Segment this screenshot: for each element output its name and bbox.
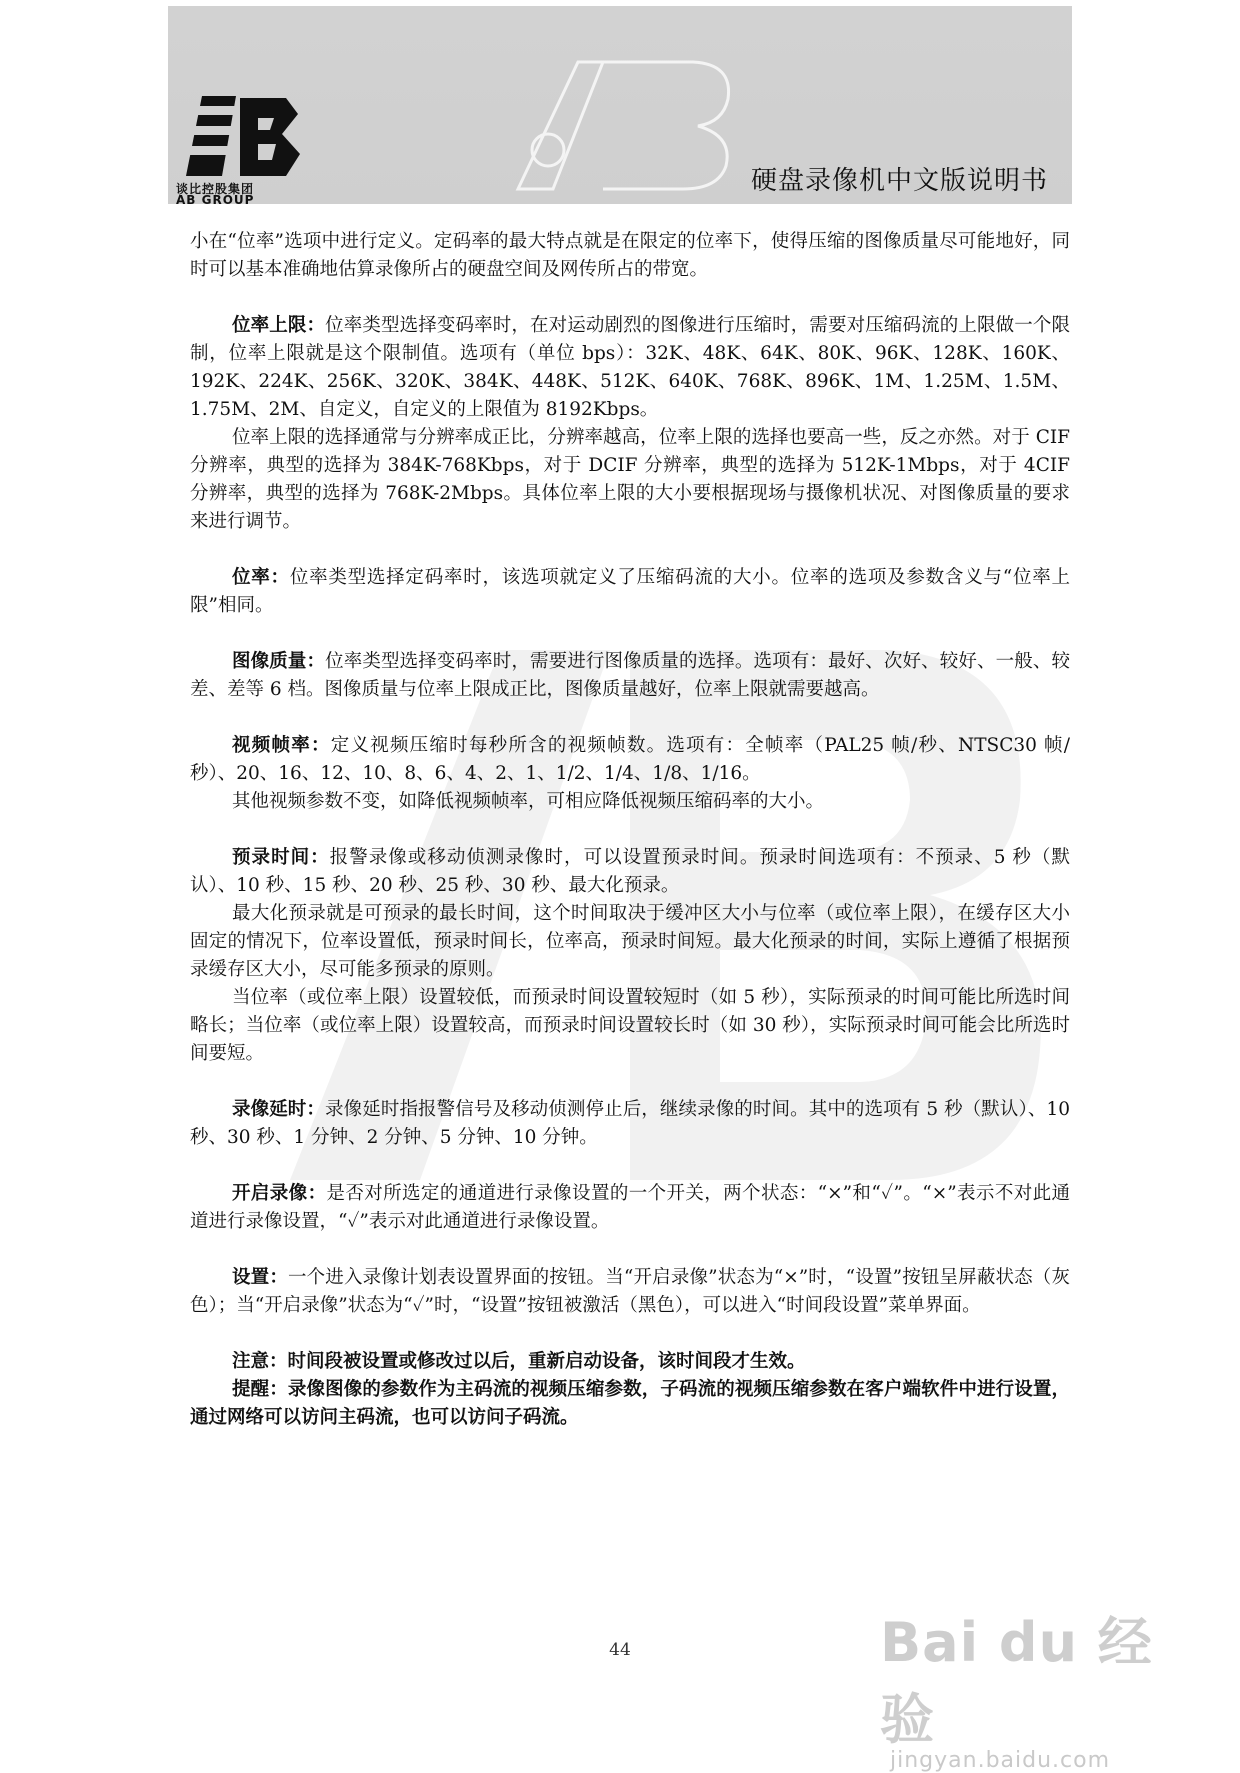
paragraph-prerecord <box>190 844 1070 900</box>
paragraph-enable-record <box>190 1180 1070 1236</box>
logo-company-name: 谈比控股集团 <box>176 182 255 196</box>
paragraph-text: 位率类型选择变码率时，需要进行图像质量的选择。选项有：最好、次好、较好、一般、较差、差等 6 档。图像质量与位率上限成正比，图像质量越好，位率上限就需要越高。 <box>190 651 1070 700</box>
paragraph-text: 报警录像或移动侦测录像时，可以设置预录时间。预录时间选项有：不预录、5 秒（默认）、10 秒、15 秒、20 秒、25 秒、30 秒、最大化预录。 <box>190 847 1070 896</box>
paragraph: 最大化预录就是可预录的最长时间，这个时间取决于缓冲区大小与位率（或位率上限），在缓存区大小固定的情况下，位率设置低，预录时间长，位率高，预录时间短。最大化预录的时间，实际上遵循了根据预录缓存区大小，尽可能多预录的原则。 <box>190 903 1070 980</box>
document-title: 硬盘录像机中文版说明书 <box>750 166 1048 196</box>
term-label: 位率： <box>232 567 290 588</box>
page-header <box>168 6 1072 204</box>
logo-group-name: AB GROUP <box>176 193 255 204</box>
paragraph-record-delay <box>190 1096 1070 1152</box>
paragraph-settings <box>190 1264 1070 1320</box>
ab-emblem <box>508 54 738 194</box>
term-label: 预录时间： <box>232 847 330 868</box>
baidu-jingyan-watermark <box>880 1600 1180 1773</box>
paragraph-bitrate <box>190 564 1070 620</box>
paragraph: 位率上限的选择通常与分辨率成正比，分辨率越高，位率上限的选择也要高一些，反之亦然。对于 CIF 分辨率，典型的选择为 384K-768Kbps，对于 DCIF 分辨率，典型的选择为 512K-1Mbps，对于 4CIF 分辨率，典型的选择为 768K-2Mbps。具体位率上限的大小要根据现场与摄像机状况、对图像质量的要求来进行调节。 <box>190 427 1070 532</box>
term-label: 视频帧率： <box>232 735 331 756</box>
paragraph: 当位率（或位率上限）设置较低，而预录时间设置较短时（如 5 秒），实际预录的时间可能比所选时间略长；当位率（或位率上限）设置较高，而预录时间设置较长时（如 30 秒），实际预录时间可能会比所选时间要短。 <box>190 987 1070 1064</box>
paragraph-text: 录像延时指报警信号及移动侦测停止后，继续录像的时间。其中的选项有 5 秒（默认）、10 秒、30 秒、1 分钟、2 分钟、5 分钟、10 分钟。 <box>190 1099 1070 1148</box>
paragraph-text: 位率类型选择变码率时，在对运动剧烈的图像进行压缩时，需要对压缩码流的上限做一个限制，位率上限就是这个限制值。选项有（单位 bps）：32K、48K、64K、80K、96K、128K、160K、192K、224K、256K、320K、384K、448K、512K、640K、768K、896K、1M、1.25M、1.5M、1.75M、2M、自定义，自定义的上限值为 8192Kbps。 <box>190 315 1070 420</box>
term-label: 设置： <box>232 1267 288 1288</box>
baidu-logo: Bai du 经验 <box>880 1611 1153 1751</box>
document-body <box>190 228 1070 1432</box>
logo-caption <box>176 184 254 204</box>
paragraph-image-quality <box>190 648 1070 704</box>
reminder: 提醒：录像图像的参数作为主码流的视频压缩参数，子码流的视频压缩参数在客户端软件中进行设置，通过网络可以访问主码流，也可以访问子码流。 <box>190 1379 1070 1428</box>
term-label: 录像延时： <box>232 1099 326 1120</box>
note: 注意：时间段被设置或修改过以后，重新启动设备，该时间段才生效。 <box>232 1351 806 1372</box>
paragraph-text: 定义视频压缩时每秒所含的视频帧数。选项有：全帧率（PAL25 帧/秒、NTSC30 帧/秒）、20、16、12、10、8、6、4、2、1、1/2、1/4、1/8、1/16。 <box>190 735 1070 784</box>
term-label: 位率上限： <box>232 315 326 336</box>
baidu-url: jingyan.baidu.com <box>890 1748 1111 1773</box>
paragraph-text: 是否对所选定的通道进行录像设置的一个开关，两个状态：“×”和“✓”。“×”表示不对此通道进行录像设置，“✓”表示对此通道进行录像设置。 <box>190 1183 1070 1232</box>
paragraph-text: 一个进入录像计划表设置界面的按钮。当“开启录像”状态为“×”时，“设置”按钮呈屏蔽状态（灰色）；当“开启录像”状态为“✓”时，“设置”按钮被激活（黑色），可以进入“时间段设置”菜单界面。 <box>190 1267 1070 1316</box>
paragraph: 其他视频参数不变，如降低视频帧率，可相应降低视频压缩码率的大小。 <box>232 791 825 812</box>
paragraph-bitrate-limit <box>190 312 1070 424</box>
page-number: 44 <box>609 1640 631 1660</box>
term-label: 开启录像： <box>232 1183 327 1204</box>
term-label: 图像质量： <box>232 651 326 672</box>
paragraph: 小在“位率”选项中进行定义。定码率的最大特点就是在限定的位率下，使得压缩的图像质量尽可能地好，同时可以基本准确地估算录像所占的硬盘空间及网传所占的带宽。 <box>190 231 1070 280</box>
paragraph-frame-rate <box>190 732 1070 788</box>
paragraph-text: 位率类型选择定码率时，该选项就定义了压缩码流的大小。位率的选项及参数含义与“位率上限”相同。 <box>190 567 1070 616</box>
